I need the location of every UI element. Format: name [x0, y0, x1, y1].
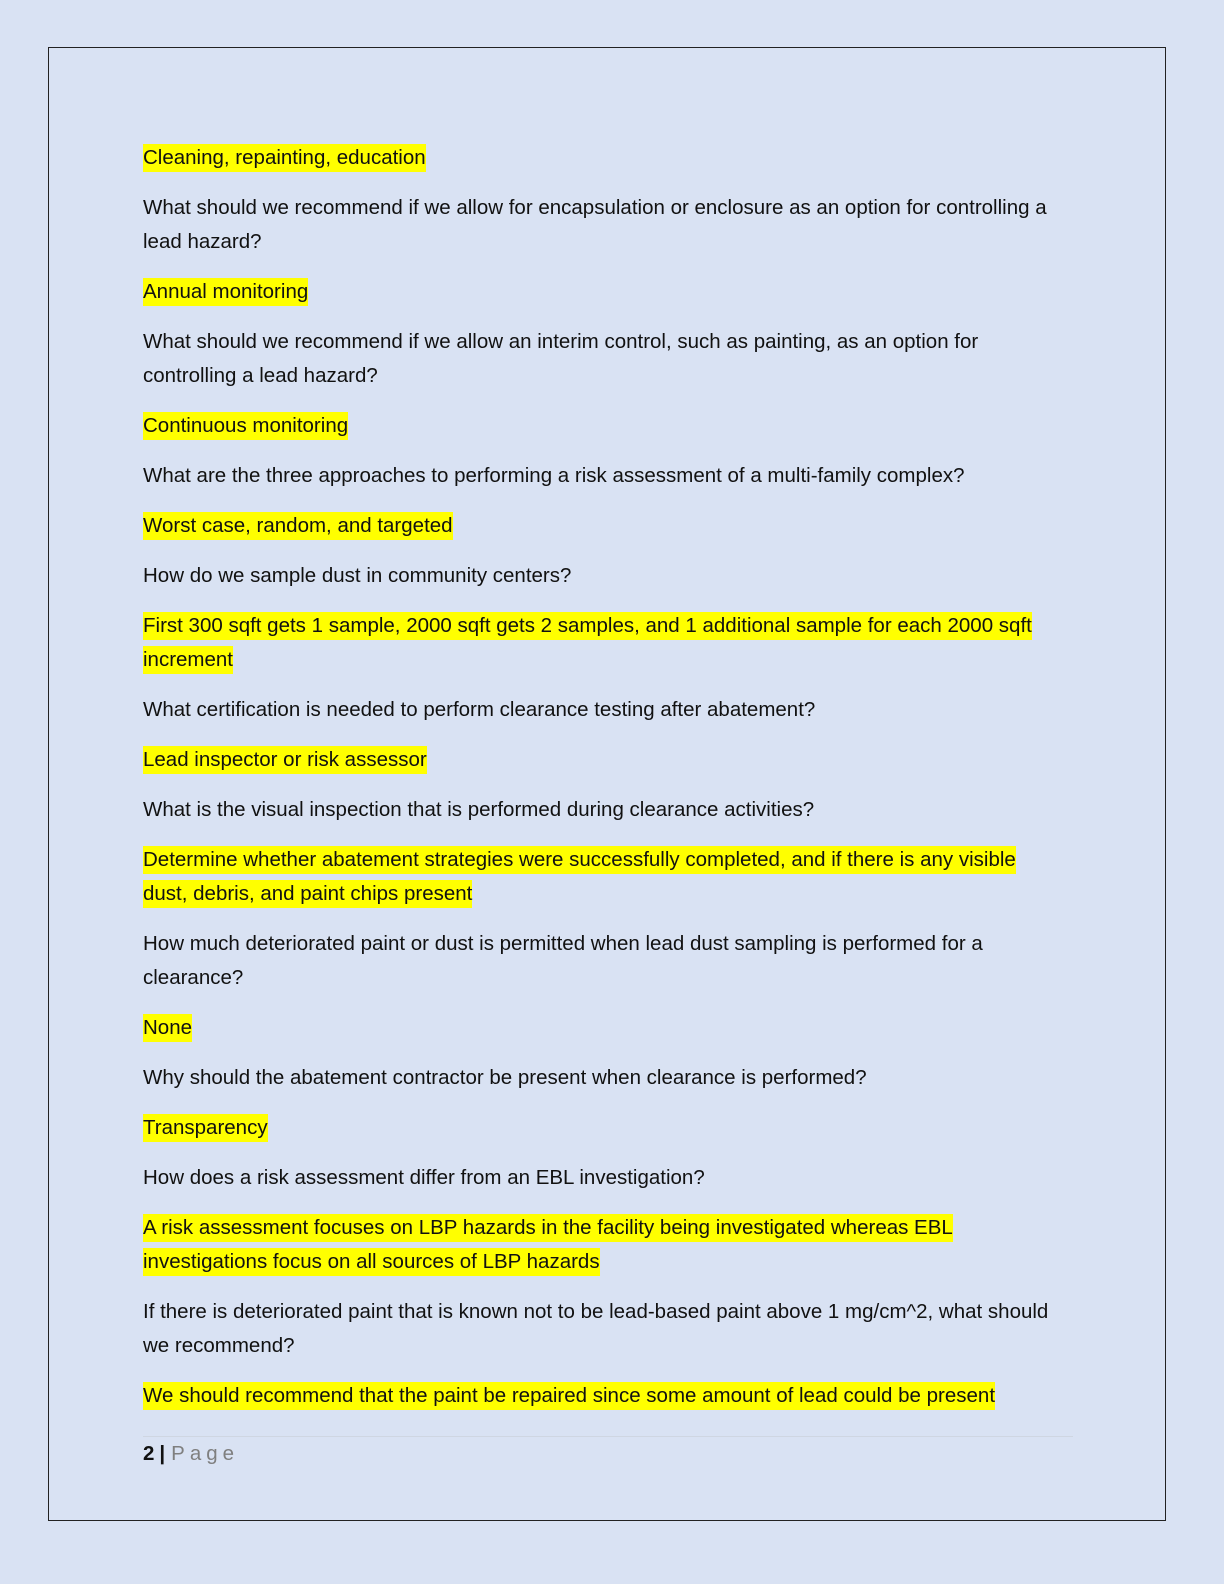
answer-text: Cleaning, repainting, education [143, 144, 426, 172]
answer-text: None [143, 1014, 192, 1042]
answer-paragraph [143, 509, 1063, 543]
answer-text: We should recommend that the paint be repaired since some amount of lead could be present [143, 1382, 995, 1410]
answer-paragraph [143, 275, 1063, 309]
answer-paragraph [143, 409, 1063, 443]
answer-text: Determine whether abatement strategies were successfully completed, and if there is any visible dust, debris, and paint chips present [143, 846, 1016, 908]
question-paragraph: What are the three approaches to performing a risk assessment of a multi-family complex? [143, 464, 965, 487]
answer-paragraph [143, 1011, 1063, 1045]
question-paragraph: If there is deteriorated paint that is known not to be lead-based paint above 1 mg/cm^2, what should we recommend? [143, 1300, 1049, 1357]
answer-text: Annual monitoring [143, 278, 308, 306]
footer-divider [143, 1436, 1073, 1437]
question-paragraph: What should we recommend if we allow an interim control, such as painting, as an option for controlling a lead hazard? [143, 330, 979, 387]
page-number: 2 [143, 1442, 155, 1465]
answer-text: Worst case, random, and targeted [143, 512, 453, 540]
question-paragraph: How does a risk assessment differ from an EBL investigation? [143, 1166, 705, 1189]
answer-text: A risk assessment focuses on LBP hazards in the facility being investigated whereas EBL investigations focus on all sources of LBP hazards [143, 1214, 953, 1276]
question-paragraph: What should we recommend if we allow for encapsulation or enclosure as an option for controlling a lead hazard? [143, 196, 1047, 253]
footer-separator: | [159, 1442, 166, 1465]
answer-paragraph [143, 609, 1063, 677]
answer-text: Continuous monitoring [143, 412, 348, 440]
document-body [143, 141, 1063, 1429]
answer-paragraph [143, 1211, 1063, 1279]
question-paragraph: What is the visual inspection that is performed during clearance activities? [143, 798, 815, 821]
question-paragraph: How much deteriorated paint or dust is permitted when lead dust sampling is performed for a clearance? [143, 932, 983, 989]
answer-paragraph [143, 1111, 1063, 1145]
answer-paragraph [143, 743, 1063, 777]
page-footer [143, 1440, 239, 1468]
answer-text: First 300 sqft gets 1 sample, 2000 sqft gets 2 samples, and 1 additional sample for each 2000 sqft increment [143, 612, 1032, 674]
question-paragraph: How do we sample dust in community centers? [143, 564, 572, 587]
answer-paragraph [143, 141, 1063, 175]
answer-paragraph [143, 1379, 1063, 1413]
page-label: Page [171, 1442, 240, 1465]
answer-text: Transparency [143, 1114, 268, 1142]
question-paragraph: What certification is needed to perform clearance testing after abatement? [143, 698, 816, 721]
answer-paragraph [143, 843, 1063, 911]
question-paragraph: Why should the abatement contractor be present when clearance is performed? [143, 1066, 867, 1089]
answer-text: Lead inspector or risk assessor [143, 746, 427, 774]
